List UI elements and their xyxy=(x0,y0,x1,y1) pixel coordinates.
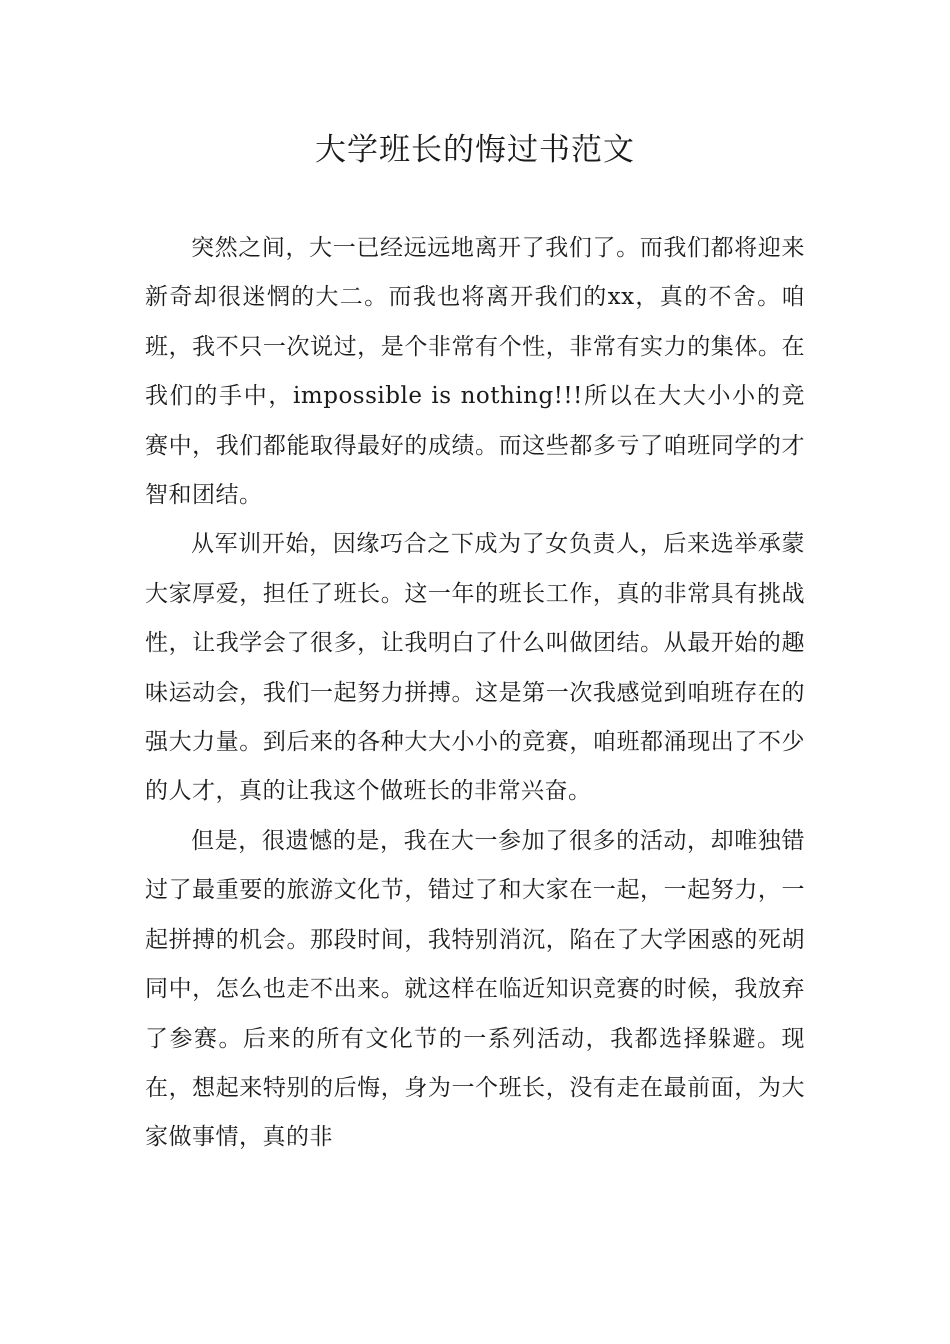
paragraph-3: 但是，很遗憾的是，我在大一参加了很多的活动，却唯独错过了最重要的旅游文化节，错过了和大家在一起，一起努力，一起拼搏的机会。那段时间，我特别消沉，陷在了大学困惑的死胡同中，怎么也走不出来。就这样在临近知识竞赛的时候，我放弃了参赛。后来的所有文化节的一系列活动，我都选择躲避。现在，想起来特别的后悔，身为一个班长，没有走在最前面，为大家做事情，真的非 xyxy=(145,827,805,1151)
document-body xyxy=(145,224,805,1163)
paragraph-2: 从军训开始，因缘巧合之下成为了女负责人，后来选举承蒙大家厚爱，担任了班长。这一年的班长工作，真的非常具有挑战性，让我学会了很多，让我明白了什么叫做团结。从最开始的趣味运动会，我们一起努力拼搏。这是第一次我感觉到咱班存在的强大力量。到后来的各种大大小小的竞赛，咱班都涌现出了不少的人才，真的让我这个做班长的非常兴奋。 xyxy=(145,531,805,805)
document-title: 大学班长的悔过书范文 xyxy=(315,132,635,168)
paragraph-1: 突然之间，大一已经远远地离开了我们了。而我们都将迎来新奇却很迷惘的大二。而我也将离开我们的xx，真的不舍。咱班，我不只一次说过，是个非常有个性，非常有实力的集体。在我们的手中，impossible is nothing!!!所以在大大小小的竞赛中，我们都能取得最好的成绩。而这些都多亏了咱班同学的才智和团结。 xyxy=(145,235,805,509)
